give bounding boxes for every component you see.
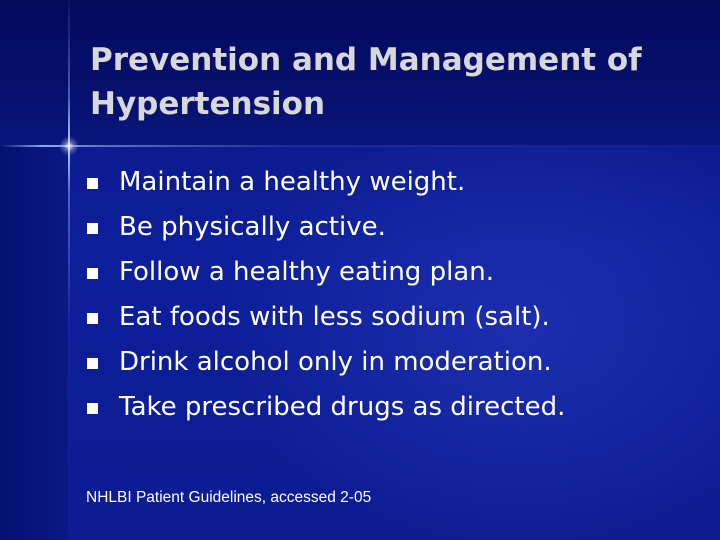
bullet-item xyxy=(86,385,706,430)
square-bullet-icon xyxy=(87,313,98,324)
square-bullet-icon xyxy=(87,268,98,279)
bullet-item xyxy=(86,205,706,250)
square-bullet-icon xyxy=(87,223,98,234)
slide-title: Prevention and Management of Hypertension xyxy=(90,42,642,122)
square-bullet-icon xyxy=(87,178,98,189)
square-bullet-icon xyxy=(87,358,98,369)
horizontal-divider-line xyxy=(0,145,720,147)
bullet-item xyxy=(86,250,706,295)
bullet-list xyxy=(86,160,706,430)
sparkle-icon xyxy=(59,136,79,156)
bullet-item xyxy=(86,295,706,340)
bullet-text: Take prescribed drugs as directed. xyxy=(119,392,566,422)
left-band xyxy=(0,146,68,540)
bullet-text: Follow a healthy eating plan. xyxy=(119,257,494,287)
square-bullet-icon xyxy=(87,403,98,414)
bullet-text: Be physically active. xyxy=(119,212,386,242)
vertical-divider-line xyxy=(68,0,70,540)
source-footnote: NHLBI Patient Guidelines, accessed 2-05 xyxy=(86,489,372,506)
bullet-text: Eat foods with less sodium (salt). xyxy=(119,302,550,332)
bullet-item xyxy=(86,340,706,385)
bullet-text: Maintain a healthy weight. xyxy=(119,167,466,197)
bullet-item xyxy=(86,160,706,205)
bullet-text: Drink alcohol only in moderation. xyxy=(119,347,552,377)
